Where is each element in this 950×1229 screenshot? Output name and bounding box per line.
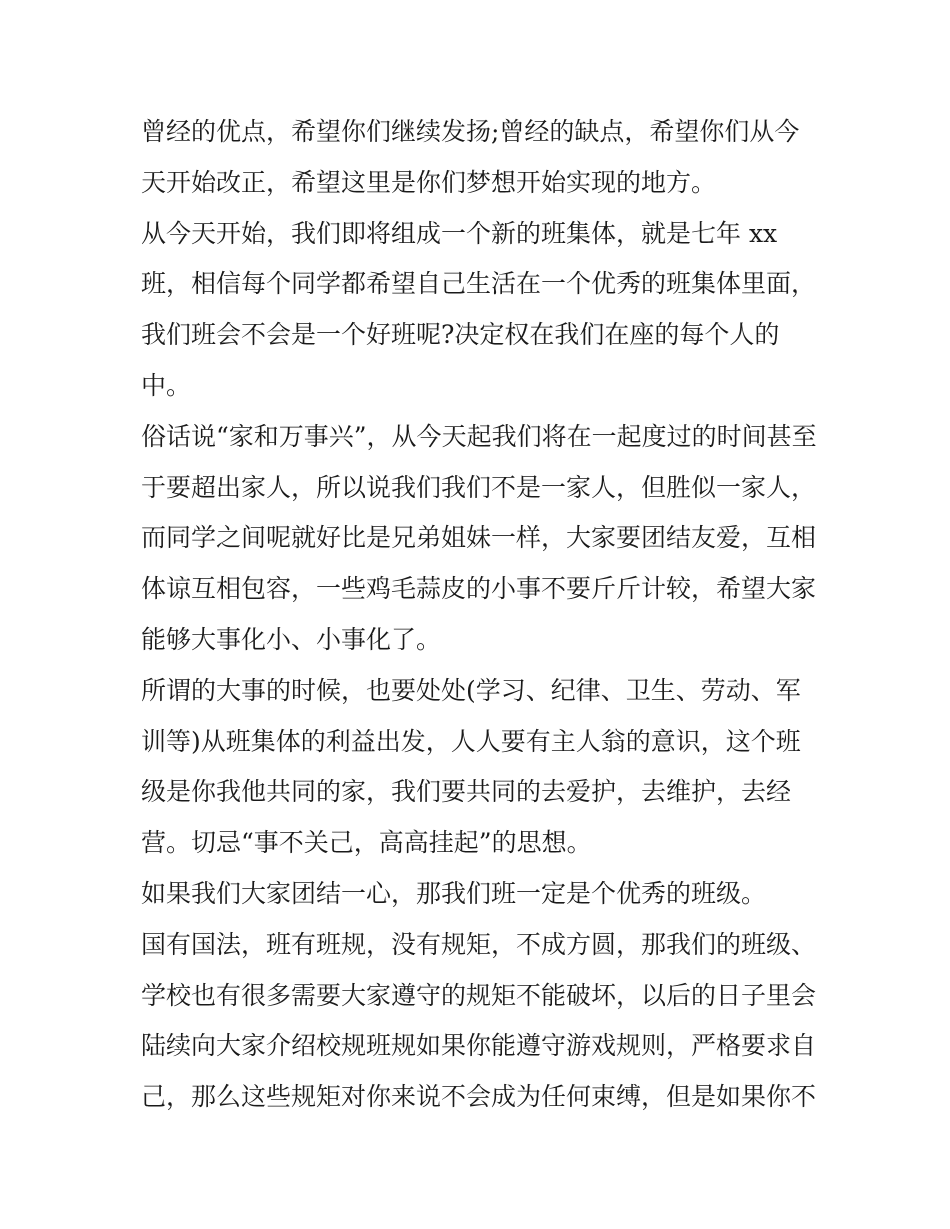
text-line: 国有国法，班有班规，没有规矩，不成方圆，那我们的班级、 [141,929,817,959]
text-line: 营。切忌“事不关己，高高挂起”的思想。 [141,828,592,858]
text-line: 从今天开始，我们即将组成一个新的班集体，就是七年 xx [141,218,778,248]
text-line: 己，那么这些规矩对你来说不会成为任何束缚，但是如果你不 [141,1082,817,1112]
text-line: 曾经的优点，希望你们继续发扬;曾经的缺点，希望你们从今 [141,117,800,146]
text-line: 而同学之间呢就好比是兄弟姐妹一样，大家要团结友爱，互相 [141,523,817,553]
text-line: 天开始改正，希望这里是你们梦想开始实现的地方。 [141,167,717,197]
text-line: 能够大事化小、小事化了。 [141,624,442,654]
text-line: 我们班会不会是一个好班呢?决定权在我们在座的每个人的 [141,320,780,350]
document-body [141,107,821,1123]
text-line: 中。 [141,370,192,400]
text-line: 级是你我他共同的家，我们要共同的去爱护，去维护，去经 [141,777,792,807]
text-line: 陆续向大家介绍校规班规如果你能遵守游戏规则，严格要求自 [141,1031,817,1061]
text-line: 训等)从班集体的利益出发，人人要有主人翁的意识，这个班 [141,726,801,756]
text-line: 俗话说“家和万事兴”，从今天起我们将在一起度过的时间甚至 [141,421,817,451]
text-line: 班，相信每个同学都希望自己生活在一个优秀的班集体里面， [141,269,817,299]
text-line: 如果我们大家团结一心，那我们班一定是个优秀的班级。 [141,878,767,908]
text-line: 于要超出家人，所以说我们我们不是一家人，但胜似一家人， [141,472,817,502]
text-line: 所谓的大事的时候，也要处处(学习、纪律、卫生、劳动、军 [141,675,801,705]
text-line: 体谅互相包容，一些鸡毛蒜皮的小事不要斤斤计较，希望大家 [141,574,817,604]
text-line: 学校也有很多需要大家遵守的规矩不能破坏，以后的日子里会 [141,980,817,1010]
